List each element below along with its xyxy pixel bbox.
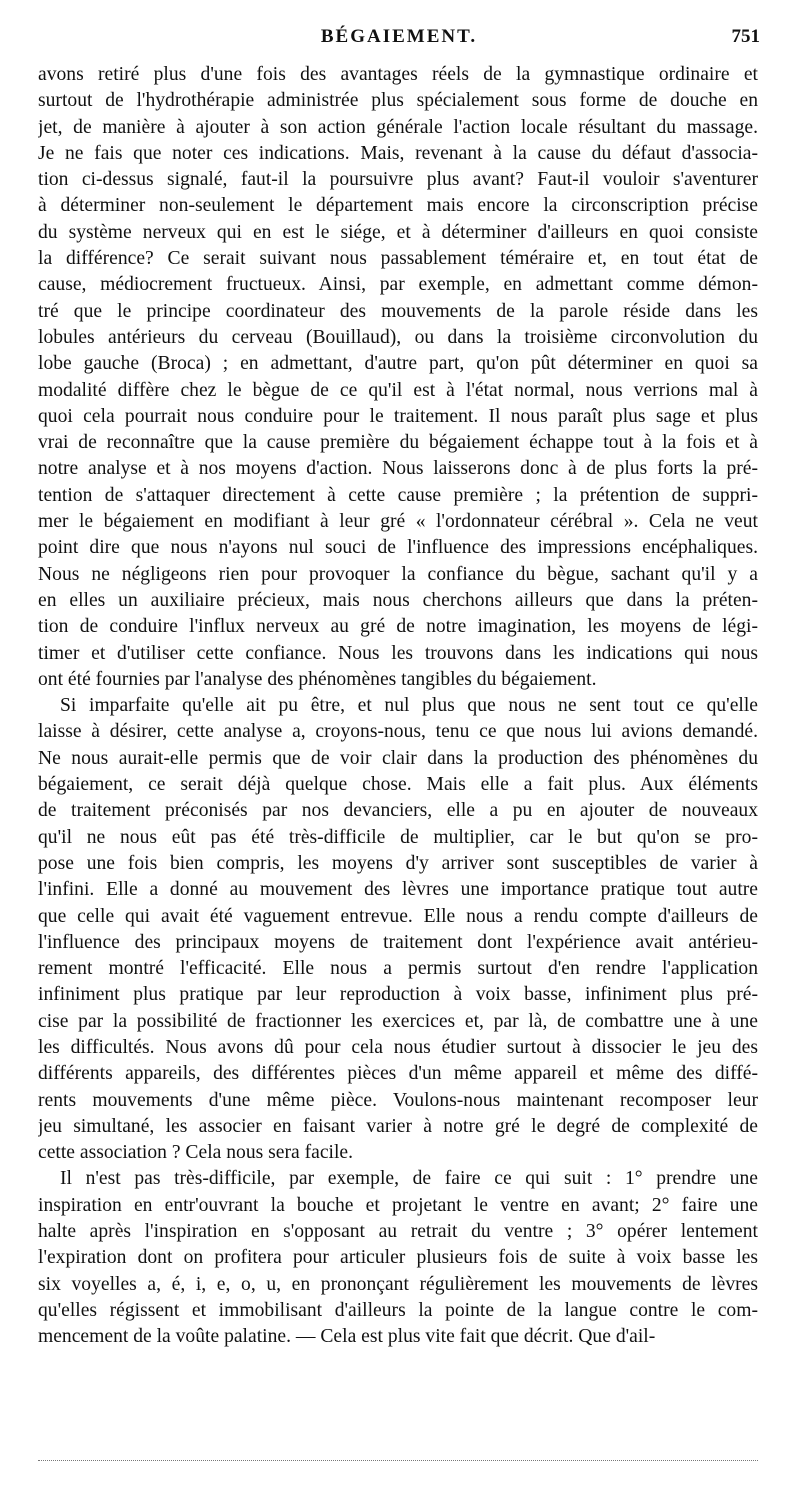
text-line: cette association ? Cela nous sera facile. <box>38 1142 353 1164</box>
text-line: point dire que nous n'ayons nul souci de l'influence des impressions encéphaliques. <box>38 537 758 559</box>
footer-dotted-rule <box>38 1460 758 1461</box>
text-line: quoi cela pourrait nous conduire pour le traitement. Il nous paraît plus sage et plus <box>38 405 758 427</box>
text-line: la différence? Ce serait suivant nous passablement téméraire et, en tout état de <box>38 248 758 270</box>
page-number: 751 <box>731 26 760 47</box>
text-line: lobules antérieurs du cerveau (Bouillaud), ou dans la troisième circonvolution du <box>38 326 758 348</box>
text-line: tention de s'attaquer directement à cette cause première ; la prétention de suppri- <box>38 484 758 506</box>
page-header <box>38 26 760 56</box>
text-line: halte après l'inspiration en s'opposant au retrait du ventre ; 3° opérer lentement <box>38 1221 758 1243</box>
text-line: l'expiration dont on profitera pour articuler plusieurs fois de suite à voix basse les <box>38 1247 758 1269</box>
paragraph <box>38 62 758 693</box>
text-line: de traitement préconisés par nos devanciers, elle a pu en ajouter de nouveaux <box>38 800 758 822</box>
text-line: laisse à désirer, cette analyse a, croyons-nous, tenu ce que nous lui avions demandé. <box>38 721 758 743</box>
text-line: jeu simultané, les associer en faisant varier à notre gré le degré de complexité de <box>38 1115 758 1137</box>
text-line: jet, de manière à ajouter à son action générale l'action locale résultant du massage. <box>38 116 758 138</box>
text-line: tré que le principe coordinateur des mouvements de la parole réside dans les <box>38 300 758 322</box>
text-line: du système nerveux qui en est le siége, et à déterminer d'ailleurs en quoi consiste <box>38 221 758 243</box>
text-line: infiniment plus pratique par leur reproduction à voix basse, infiniment plus pré- <box>38 984 758 1006</box>
paragraph <box>38 693 758 1166</box>
text-line: différents appareils, des différentes pièces d'un même appareil et même des diffé- <box>38 1063 758 1085</box>
text-line: pose une fois bien compris, les moyens d'y arriver sont susceptibles de varier à <box>38 852 758 874</box>
text-line: tion ci-dessus signalé, faut-il la poursuivre plus avant? Faut-il vouloir s'aventurer <box>38 169 758 191</box>
text-line: notre analyse et à nos moyens d'action. Nous laisserons donc à de plus forts la pré- <box>38 458 758 480</box>
text-line: surtout de l'hydrothérapie administrée plus spécialement sous forme de douche en <box>38 90 758 112</box>
body-text <box>38 62 758 1351</box>
text-line: ont été fournies par l'analyse des phénomènes tangibles du bégaiement. <box>38 668 597 690</box>
text-line: Je ne fais que noter ces indications. Mais, revenant à la cause du défaut d'associa- <box>38 142 758 164</box>
text-line: mer le bégaiement en modifiant à leur gré « l'ordonnateur cérébral ». Cela ne veut <box>38 511 758 533</box>
text-line: rents mouvements d'une même pièce. Voulons-nous maintenant recomposer leur <box>38 1089 758 1111</box>
text-line: Ne nous aurait-elle permis que de voir clair dans la production des phénomènes du <box>38 747 758 769</box>
text-line: bégaiement, ce serait déjà quelque chose. Mais elle a fait plus. Aux éléments <box>38 774 758 796</box>
text-line: avons retiré plus d'une fois des avantages réels de la gymnastique ordinaire et <box>38 64 758 85</box>
text-line: vrai de reconnaître que la cause première du bégaiement échappe tout à la fois et à <box>38 432 758 454</box>
text-line: timer et d'utiliser cette confiance. Nous les trouvons dans les indications qui nous <box>38 642 758 664</box>
text-line: rement montré l'efficacité. Elle nous a permis surtout d'en rendre l'application <box>38 958 758 980</box>
text-line: modalité diffère chez le bègue de ce qu'il est à l'état normal, nous verrions mal à <box>38 379 758 401</box>
text-line: Il n'est pas très-difficile, par exemple, de faire ce qui suit : 1° prendre une <box>60 1168 758 1190</box>
text-line: six voyelles a, é, i, e, o, u, en prononçant régulièrement les mouvements de lèvres <box>38 1273 758 1295</box>
text-line: à déterminer non-seulement le département mais encore la circonscription précise <box>38 195 758 217</box>
text-line: que celle qui avait été vaguement entrevue. Elle nous a rendu compte d'ailleurs de <box>38 905 758 927</box>
text-line: l'infini. Elle a donné au mouvement des lèvres une importance pratique tout autre <box>38 879 758 901</box>
text-line: Si imparfaite qu'elle ait pu être, et nul plus que nous ne sent tout ce qu'elle <box>60 695 758 717</box>
text-line: lobe gauche (Broca) ; en admettant, d'autre part, qu'on pût déterminer en quoi sa <box>38 353 758 375</box>
text-line: les difficultés. Nous avons dû pour cela nous étudier surtout à dissocier le jeu des <box>38 1036 758 1058</box>
text-line: qu'elles régissent et immobilisant d'ailleurs la pointe de la langue contre le com- <box>38 1299 758 1321</box>
text-line: qu'il ne nous eût pas été très-difficile de multiplier, car le but qu'on se pro- <box>38 826 758 848</box>
text-line: mencement de la voûte palatine. — Cela est plus vite fait que décrit. Que d'ail- <box>38 1326 656 1348</box>
running-title: BÉGAIEMENT. <box>320 26 478 47</box>
text-line: inspiration en entr'ouvrant la bouche et projetant le ventre en avant; 2° faire une <box>38 1194 758 1216</box>
text-line: cise par la possibilité de fractionner les exercices et, par là, de combattre une à une <box>38 1010 758 1032</box>
text-line: l'influence des principaux moyens de traitement dont l'expérience avait antérieu- <box>38 931 758 953</box>
paragraph <box>38 1166 758 1350</box>
text-line: Nous ne négligeons rien pour provoquer la confiance du bègue, sachant qu'il y a <box>38 563 758 585</box>
text-line: cause, médiocrement fructueux. Ainsi, par exemple, en admettant comme démon- <box>38 274 758 296</box>
text-line: tion de conduire l'influx nerveux au gré de notre imagination, les moyens de légi- <box>38 616 758 638</box>
text-line: en elles un auxiliaire précieux, mais nous cherchons ailleurs que dans la préten- <box>38 589 758 611</box>
